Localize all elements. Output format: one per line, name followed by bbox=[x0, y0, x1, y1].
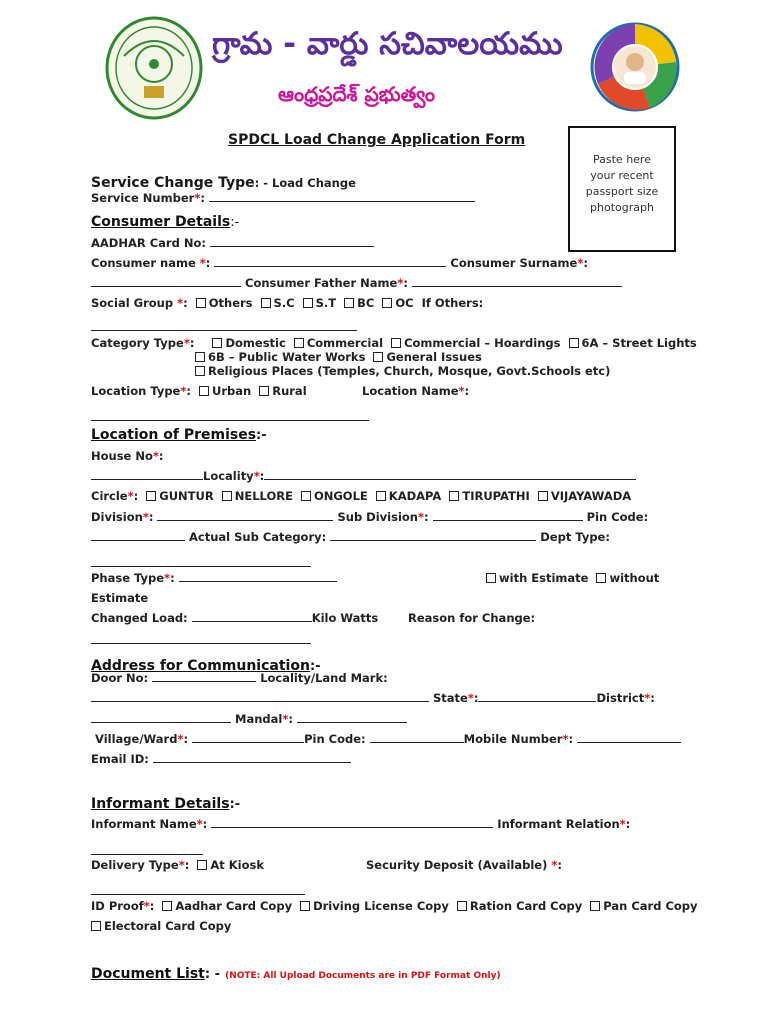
required-star: * bbox=[178, 858, 185, 872]
required-star: * bbox=[183, 336, 190, 350]
colon: : bbox=[183, 732, 189, 746]
option-tirupathi: TIRUPATHI bbox=[462, 489, 530, 503]
option-guntur: GUNTUR bbox=[159, 489, 214, 503]
colon: : bbox=[202, 817, 208, 831]
division-row bbox=[91, 510, 648, 524]
checkbox[interactable] bbox=[300, 901, 310, 911]
required-star: * bbox=[142, 510, 149, 524]
premises-heading bbox=[91, 424, 267, 443]
option-general-issues: General Issues bbox=[386, 350, 482, 364]
social-group-row bbox=[91, 296, 483, 310]
option-ongole: ONGOLE bbox=[313, 489, 368, 503]
landmark-label: Locality/Land Mark: bbox=[260, 671, 388, 685]
address-pin-field[interactable] bbox=[370, 732, 464, 743]
sub-division-label: Sub Division bbox=[337, 510, 418, 524]
document-list-heading-text: Document List bbox=[91, 966, 205, 982]
consumer-details-heading bbox=[91, 211, 239, 230]
reason-field[interactable] bbox=[91, 629, 311, 648]
header-subtitle-telugu: ఆంధ్రప్రదేశ్ ప్రభుత్వం bbox=[278, 82, 435, 106]
checkbox[interactable] bbox=[376, 491, 386, 501]
required-star: * bbox=[199, 256, 206, 270]
required-star: * bbox=[180, 384, 187, 398]
changed-load-row bbox=[91, 611, 378, 625]
estimate-row bbox=[482, 571, 659, 585]
location-name-row bbox=[362, 384, 469, 398]
option-commercial: Commercial bbox=[306, 336, 384, 350]
consumer-surname-field[interactable] bbox=[91, 276, 241, 287]
if-others-label: If Others: bbox=[421, 296, 484, 310]
photo-text-line: photograph bbox=[590, 201, 654, 214]
pin-code-field[interactable] bbox=[91, 530, 185, 541]
location-type-label: Location Type bbox=[91, 384, 181, 398]
dept-type-field[interactable] bbox=[91, 552, 311, 571]
checkbox[interactable] bbox=[344, 298, 354, 308]
heading-suffix: :- bbox=[309, 659, 321, 674]
colon: : bbox=[568, 732, 574, 746]
checkbox[interactable] bbox=[294, 338, 304, 348]
actual-sub-category-label: Actual Sub Category: bbox=[189, 530, 327, 544]
consumer-heading-text: Consumer Details bbox=[91, 214, 231, 230]
checkbox[interactable] bbox=[590, 901, 600, 911]
state-label: State bbox=[433, 691, 468, 705]
circle-label: Circle bbox=[91, 489, 128, 503]
location-name-label: Location Name bbox=[362, 384, 459, 398]
option-with-estimate: with Estimate bbox=[499, 571, 589, 585]
required-star: * bbox=[551, 858, 558, 872]
district-label: District bbox=[596, 691, 645, 705]
aadhar-label: AADHAR Card No: bbox=[91, 236, 206, 250]
colon: : bbox=[473, 691, 479, 705]
deposit-row bbox=[366, 858, 562, 872]
colon: : bbox=[148, 510, 154, 524]
email-label: Email ID: bbox=[91, 752, 149, 766]
photo-text-line: passport size bbox=[585, 185, 659, 198]
security-deposit-label: Security Deposit (Available) bbox=[366, 858, 548, 872]
estimate-wrap: Estimate bbox=[91, 591, 149, 605]
door-row bbox=[91, 671, 388, 685]
colon: : bbox=[259, 469, 265, 483]
dept-type-label: Dept Type: bbox=[540, 530, 610, 544]
mobile-field[interactable] bbox=[577, 732, 681, 743]
village-row bbox=[95, 732, 681, 746]
photo-text-line: your recent bbox=[590, 169, 654, 182]
required-star: * bbox=[619, 817, 626, 831]
checkbox[interactable] bbox=[373, 352, 383, 362]
option-commercial-hoardings: Commercial – Hoardings bbox=[404, 336, 561, 350]
informant-heading-text: Informant Details bbox=[91, 796, 230, 812]
checkbox[interactable] bbox=[199, 386, 209, 396]
mandal-field[interactable] bbox=[297, 712, 407, 723]
colon: : bbox=[625, 817, 631, 831]
house-no-label: House No bbox=[91, 449, 153, 463]
house-no-row bbox=[91, 449, 164, 463]
category-row-2 bbox=[191, 350, 482, 364]
option-street-lights: 6A – Street Lights bbox=[581, 336, 697, 350]
required-star: * bbox=[644, 691, 651, 705]
option-nellore: NELLORE bbox=[234, 489, 293, 503]
consumer-surname-label: Consumer Surname bbox=[450, 256, 578, 270]
id-proof-row bbox=[91, 899, 698, 913]
document-list-heading bbox=[91, 963, 501, 982]
door-no-field[interactable] bbox=[152, 671, 256, 682]
phase-type-field[interactable] bbox=[179, 571, 337, 582]
landmark-field[interactable] bbox=[91, 691, 429, 702]
required-star: * bbox=[253, 469, 260, 483]
kilo-watts-label: Kilo Watts bbox=[311, 611, 379, 625]
checkbox[interactable] bbox=[91, 921, 101, 931]
informant-heading bbox=[91, 793, 240, 812]
colon: : bbox=[184, 858, 190, 872]
required-star: * bbox=[458, 384, 465, 398]
option-bc: BC bbox=[357, 296, 375, 310]
colon: : bbox=[200, 191, 205, 205]
category-row-1 bbox=[91, 336, 697, 350]
checkbox[interactable] bbox=[486, 573, 496, 583]
option-driving-license-copy: Driving License Copy bbox=[313, 899, 449, 913]
informant-name-label: Informant Name bbox=[91, 817, 197, 831]
required-star: * bbox=[164, 571, 171, 585]
locality-row bbox=[91, 469, 636, 483]
checkbox[interactable] bbox=[261, 298, 271, 308]
if-others-field[interactable] bbox=[91, 316, 357, 335]
option-vijayawada: VIJAYAWADA bbox=[550, 489, 632, 503]
ap-emblem-logo bbox=[104, 16, 204, 124]
heading-suffix: :- bbox=[230, 215, 240, 230]
colon: : bbox=[189, 336, 195, 350]
checkbox[interactable] bbox=[197, 860, 207, 870]
checkbox[interactable] bbox=[382, 298, 392, 308]
email-field[interactable] bbox=[153, 752, 351, 763]
colon: : bbox=[158, 449, 164, 463]
required-star: * bbox=[577, 256, 584, 270]
service-change-type-label: Service Change Type bbox=[91, 175, 255, 191]
required-star: * bbox=[467, 691, 474, 705]
colon: : bbox=[650, 691, 655, 705]
checkbox[interactable] bbox=[596, 573, 606, 583]
colon: : bbox=[288, 712, 293, 726]
father-name-label: Consumer Father Name bbox=[245, 276, 398, 290]
mobile-label: Mobile Number bbox=[463, 732, 563, 746]
reason-label: Reason for Change: bbox=[408, 611, 536, 625]
document-note: (NOTE: All Upload Documents are in PDF Format Only) bbox=[225, 971, 501, 981]
delivery-row bbox=[91, 858, 264, 872]
consumer-name-row bbox=[91, 256, 588, 270]
district-field[interactable] bbox=[91, 712, 231, 723]
phase-type-label: Phase Type bbox=[91, 571, 165, 585]
option-kadapa: KADAPA bbox=[388, 489, 442, 503]
location-name-field[interactable] bbox=[91, 406, 369, 425]
social-group-label: Social Group bbox=[91, 296, 174, 310]
category-label: Category Type bbox=[91, 336, 184, 350]
security-deposit-field[interactable] bbox=[91, 880, 305, 899]
door-no-label: Door No: bbox=[91, 671, 149, 685]
checkbox[interactable] bbox=[449, 491, 459, 501]
colon: : bbox=[403, 276, 408, 290]
colon: : bbox=[149, 899, 155, 913]
checkbox[interactable] bbox=[195, 366, 205, 376]
required-star: * bbox=[194, 191, 201, 205]
required-star: * bbox=[177, 296, 184, 310]
option-others: Others bbox=[208, 296, 253, 310]
pin-code-label: Pin Code: bbox=[586, 510, 649, 524]
consumer-name-field[interactable] bbox=[214, 256, 446, 267]
aadhar-field[interactable] bbox=[210, 236, 374, 247]
checkbox[interactable] bbox=[538, 491, 548, 501]
option-domestic: Domestic bbox=[225, 336, 286, 350]
option-urban: Urban bbox=[212, 384, 252, 398]
locality-field[interactable] bbox=[264, 469, 636, 480]
informant-relation-label: Informant Relation bbox=[497, 817, 620, 831]
checkbox[interactable] bbox=[391, 338, 401, 348]
email-row bbox=[91, 752, 351, 766]
header-title-telugu: గ్రామ - వార్డు సచివాలయము bbox=[212, 26, 563, 62]
colon: : bbox=[183, 296, 188, 310]
option-st: S.T bbox=[315, 296, 337, 310]
required-star: * bbox=[143, 899, 150, 913]
option-at-kiosk: At Kiosk bbox=[210, 858, 265, 872]
option-ration-card-copy: Ration Card Copy bbox=[469, 899, 583, 913]
option-religious-places: Religious Places (Temples, Church, Mosque, Govt.Schools etc) bbox=[208, 364, 611, 378]
informant-name-field[interactable] bbox=[211, 817, 493, 828]
option-rural: Rural bbox=[272, 384, 307, 398]
aadhar-row bbox=[91, 236, 374, 250]
address-pin-label: Pin Code: bbox=[304, 732, 366, 746]
heading-suffix: :- bbox=[256, 428, 267, 443]
required-star: * bbox=[417, 510, 424, 524]
sub-category-row bbox=[91, 530, 610, 544]
required-star: * bbox=[177, 732, 184, 746]
locality-label: Locality bbox=[203, 469, 254, 483]
checkbox[interactable] bbox=[195, 352, 205, 362]
photo-text-line: Paste here bbox=[593, 153, 651, 166]
option-without: without bbox=[609, 571, 660, 585]
option-public-water-works: 6B – Public Water Works bbox=[208, 350, 366, 364]
address-heading-text: Address for Communication bbox=[91, 658, 310, 674]
option-sc: S.C bbox=[273, 296, 295, 310]
photo-placeholder[interactable] bbox=[568, 126, 676, 252]
required-star: * bbox=[397, 276, 404, 290]
checkbox[interactable] bbox=[301, 491, 311, 501]
checkbox[interactable] bbox=[303, 298, 313, 308]
id-proof-label: ID Proof bbox=[91, 899, 144, 913]
state-field[interactable] bbox=[478, 691, 596, 702]
navaratnalu-logo bbox=[590, 22, 680, 112]
house-no-field[interactable] bbox=[91, 469, 203, 480]
colon: : bbox=[583, 256, 588, 270]
checkbox[interactable] bbox=[569, 338, 579, 348]
village-label: Village/Ward bbox=[95, 732, 178, 746]
colon: : bbox=[133, 489, 139, 503]
location-type-row bbox=[91, 384, 307, 398]
id-proof-row-2 bbox=[87, 919, 231, 933]
colon: : bbox=[170, 571, 175, 585]
checkbox[interactable] bbox=[259, 386, 269, 396]
service-number-label: Service Number bbox=[91, 191, 195, 205]
premises-heading-text: Location of Premises bbox=[91, 427, 257, 443]
sub-division-field[interactable] bbox=[433, 510, 583, 521]
heading-suffix: :- bbox=[229, 797, 241, 812]
actual-sub-category-field[interactable] bbox=[330, 530, 536, 541]
checkbox[interactable] bbox=[457, 901, 467, 911]
division-label: Division bbox=[91, 510, 143, 524]
colon: : bbox=[205, 256, 211, 270]
service-number-row bbox=[91, 191, 475, 205]
checkbox[interactable] bbox=[212, 338, 222, 348]
delivery-type-label: Delivery Type bbox=[91, 858, 179, 872]
changed-load-field[interactable] bbox=[192, 611, 312, 622]
service-change-type bbox=[91, 172, 356, 191]
division-field[interactable] bbox=[157, 510, 333, 521]
service-change-type-value: : - Load Change bbox=[254, 176, 356, 190]
informant-relation-field[interactable] bbox=[91, 840, 203, 859]
option-pan-card-copy: Pan Card Copy bbox=[603, 899, 698, 913]
option-oc: OC bbox=[395, 296, 414, 310]
heading-suffix: : - bbox=[204, 967, 220, 982]
informant-name-row bbox=[91, 817, 630, 831]
father-name-field[interactable] bbox=[412, 276, 622, 287]
service-number-field[interactable] bbox=[209, 191, 475, 202]
father-name-row bbox=[91, 276, 622, 290]
changed-load-label: Changed Load: bbox=[91, 611, 188, 625]
checkbox[interactable] bbox=[146, 491, 156, 501]
option-electoral-card-copy: Electoral Card Copy bbox=[104, 919, 232, 933]
colon: : bbox=[186, 384, 191, 398]
consumer-name-label: Consumer name bbox=[91, 256, 196, 270]
required-star: * bbox=[562, 732, 569, 746]
village-field[interactable] bbox=[192, 732, 304, 743]
option-aadhar-copy: Aadhar Card Copy bbox=[175, 899, 293, 913]
mandal-label: Mandal bbox=[235, 712, 283, 726]
required-star: * bbox=[152, 449, 159, 463]
required-star: * bbox=[127, 489, 134, 503]
colon: : bbox=[464, 384, 470, 398]
form-title: SPDCL Load Change Application Form bbox=[228, 132, 526, 148]
colon: : bbox=[557, 858, 562, 872]
required-star: * bbox=[282, 712, 289, 726]
colon: : bbox=[424, 510, 429, 524]
checkbox[interactable] bbox=[196, 298, 206, 308]
required-star: * bbox=[196, 817, 203, 831]
phase-row bbox=[91, 571, 337, 585]
category-row-3 bbox=[191, 364, 610, 378]
circle-row bbox=[91, 489, 631, 503]
state-row bbox=[91, 691, 655, 705]
checkbox[interactable] bbox=[162, 901, 172, 911]
mandal-row bbox=[91, 712, 407, 726]
checkbox[interactable] bbox=[222, 491, 232, 501]
